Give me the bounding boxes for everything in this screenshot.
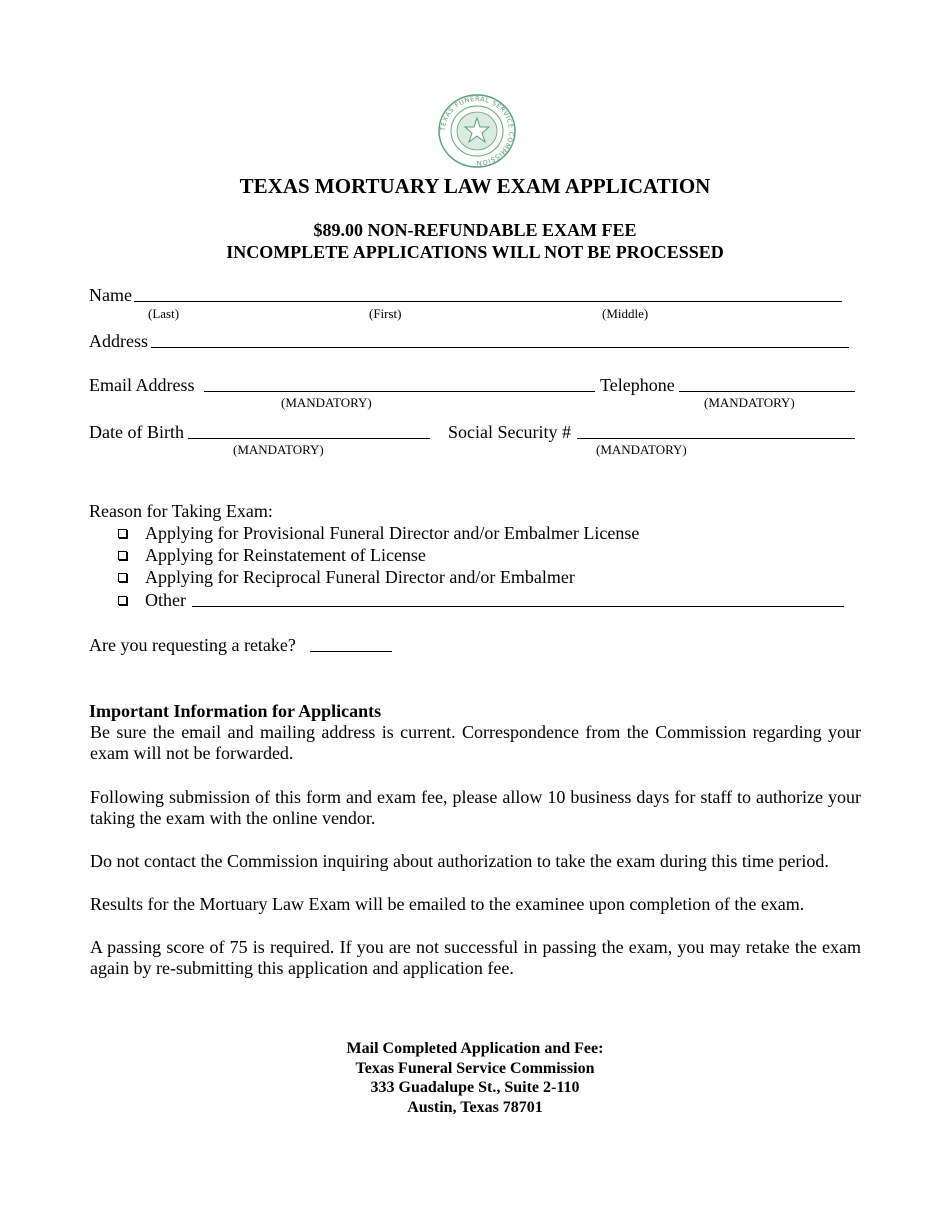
ssn-field[interactable]	[577, 438, 855, 439]
name-label: Name	[89, 285, 132, 305]
telephone-mandatory-note: (MANDATORY)	[704, 395, 795, 410]
incomplete-notice: INCOMPLETE APPLICATIONS WILL NOT BE PROCESSED	[226, 242, 724, 262]
reason-heading: Reason for Taking Exam:	[89, 501, 273, 521]
address-field[interactable]	[151, 347, 849, 348]
info-paragraph-processing: Following submission of this form and exam fee, please allow 10 business days for staff to authorize your taking the exam with the online vendor.	[90, 787, 861, 828]
info-heading: Important Information for Applicants	[89, 701, 382, 721]
dob-field[interactable]	[188, 438, 430, 439]
mailing-street: 333 Guadalupe St., Suite 2-110	[370, 1079, 580, 1096]
reason-option-provisional: Applying for Provisional Funeral Director and/or Embalmer License	[145, 523, 640, 543]
reason-option-other: Other	[145, 590, 186, 610]
reason-checkbox-reciprocal[interactable]	[118, 573, 127, 582]
reason-checkbox-reinstatement[interactable]	[118, 551, 127, 560]
info-paragraph-address: Be sure the email and mailing address is current. Correspondence from the Commission regarding your exam will not be forwarded.	[90, 722, 861, 763]
info-paragraph-results: Results for the Mortuary Law Exam will be emailed to the examinee upon completion of the exam.	[90, 894, 805, 914]
mailing-organization: Texas Funeral Service Commission	[355, 1060, 595, 1077]
retake-label: Are you requesting a retake?	[89, 635, 296, 655]
name-sub-last: (Last)	[148, 306, 180, 321]
email-mandatory-note: (MANDATORY)	[281, 395, 372, 410]
other-reason-field[interactable]	[192, 606, 844, 607]
ssn-mandatory-note: (MANDATORY)	[596, 442, 687, 457]
reason-checkbox-provisional[interactable]	[118, 529, 127, 538]
mailing-heading: Mail Completed Application and Fee:	[346, 1040, 604, 1057]
mailing-city: Austin, Texas 78701	[407, 1099, 543, 1116]
telephone-field[interactable]	[679, 391, 855, 392]
email-label: Email Address	[89, 375, 195, 395]
dob-mandatory-note: (MANDATORY)	[233, 442, 324, 457]
name-sub-first: (First)	[369, 306, 402, 321]
email-field[interactable]	[204, 391, 595, 392]
info-paragraph-no-contact: Do not contact the Commission inquiring about authorization to take the exam during this time period.	[90, 851, 829, 871]
page-title: TEXAS MORTUARY LAW EXAM APPLICATION	[239, 174, 711, 198]
retake-field[interactable]	[310, 651, 392, 652]
reason-option-reciprocal: Applying for Reciprocal Funeral Director and/or Embalmer	[145, 567, 575, 587]
name-field[interactable]	[134, 301, 842, 302]
seal-text: TEXAS FUNERAL SERVICE COMMISSION	[438, 94, 516, 168]
ssn-label: Social Security #	[448, 422, 571, 442]
reason-checkbox-other[interactable]	[118, 596, 127, 605]
dob-label: Date of Birth	[89, 422, 184, 442]
commission-seal-logo	[436, 92, 518, 170]
address-label: Address	[89, 331, 148, 351]
telephone-label: Telephone	[600, 375, 675, 395]
info-paragraph-passing-score: A passing score of 75 is required. If you are not successful in passing the exam, you may retake the exam again by re-submitting this application and application fee.	[90, 937, 861, 978]
reason-option-reinstatement: Applying for Reinstatement of License	[145, 545, 426, 565]
fee-notice: $89.00 NON-REFUNDABLE EXAM FEE	[313, 220, 637, 240]
name-sub-middle: (Middle)	[602, 306, 649, 321]
